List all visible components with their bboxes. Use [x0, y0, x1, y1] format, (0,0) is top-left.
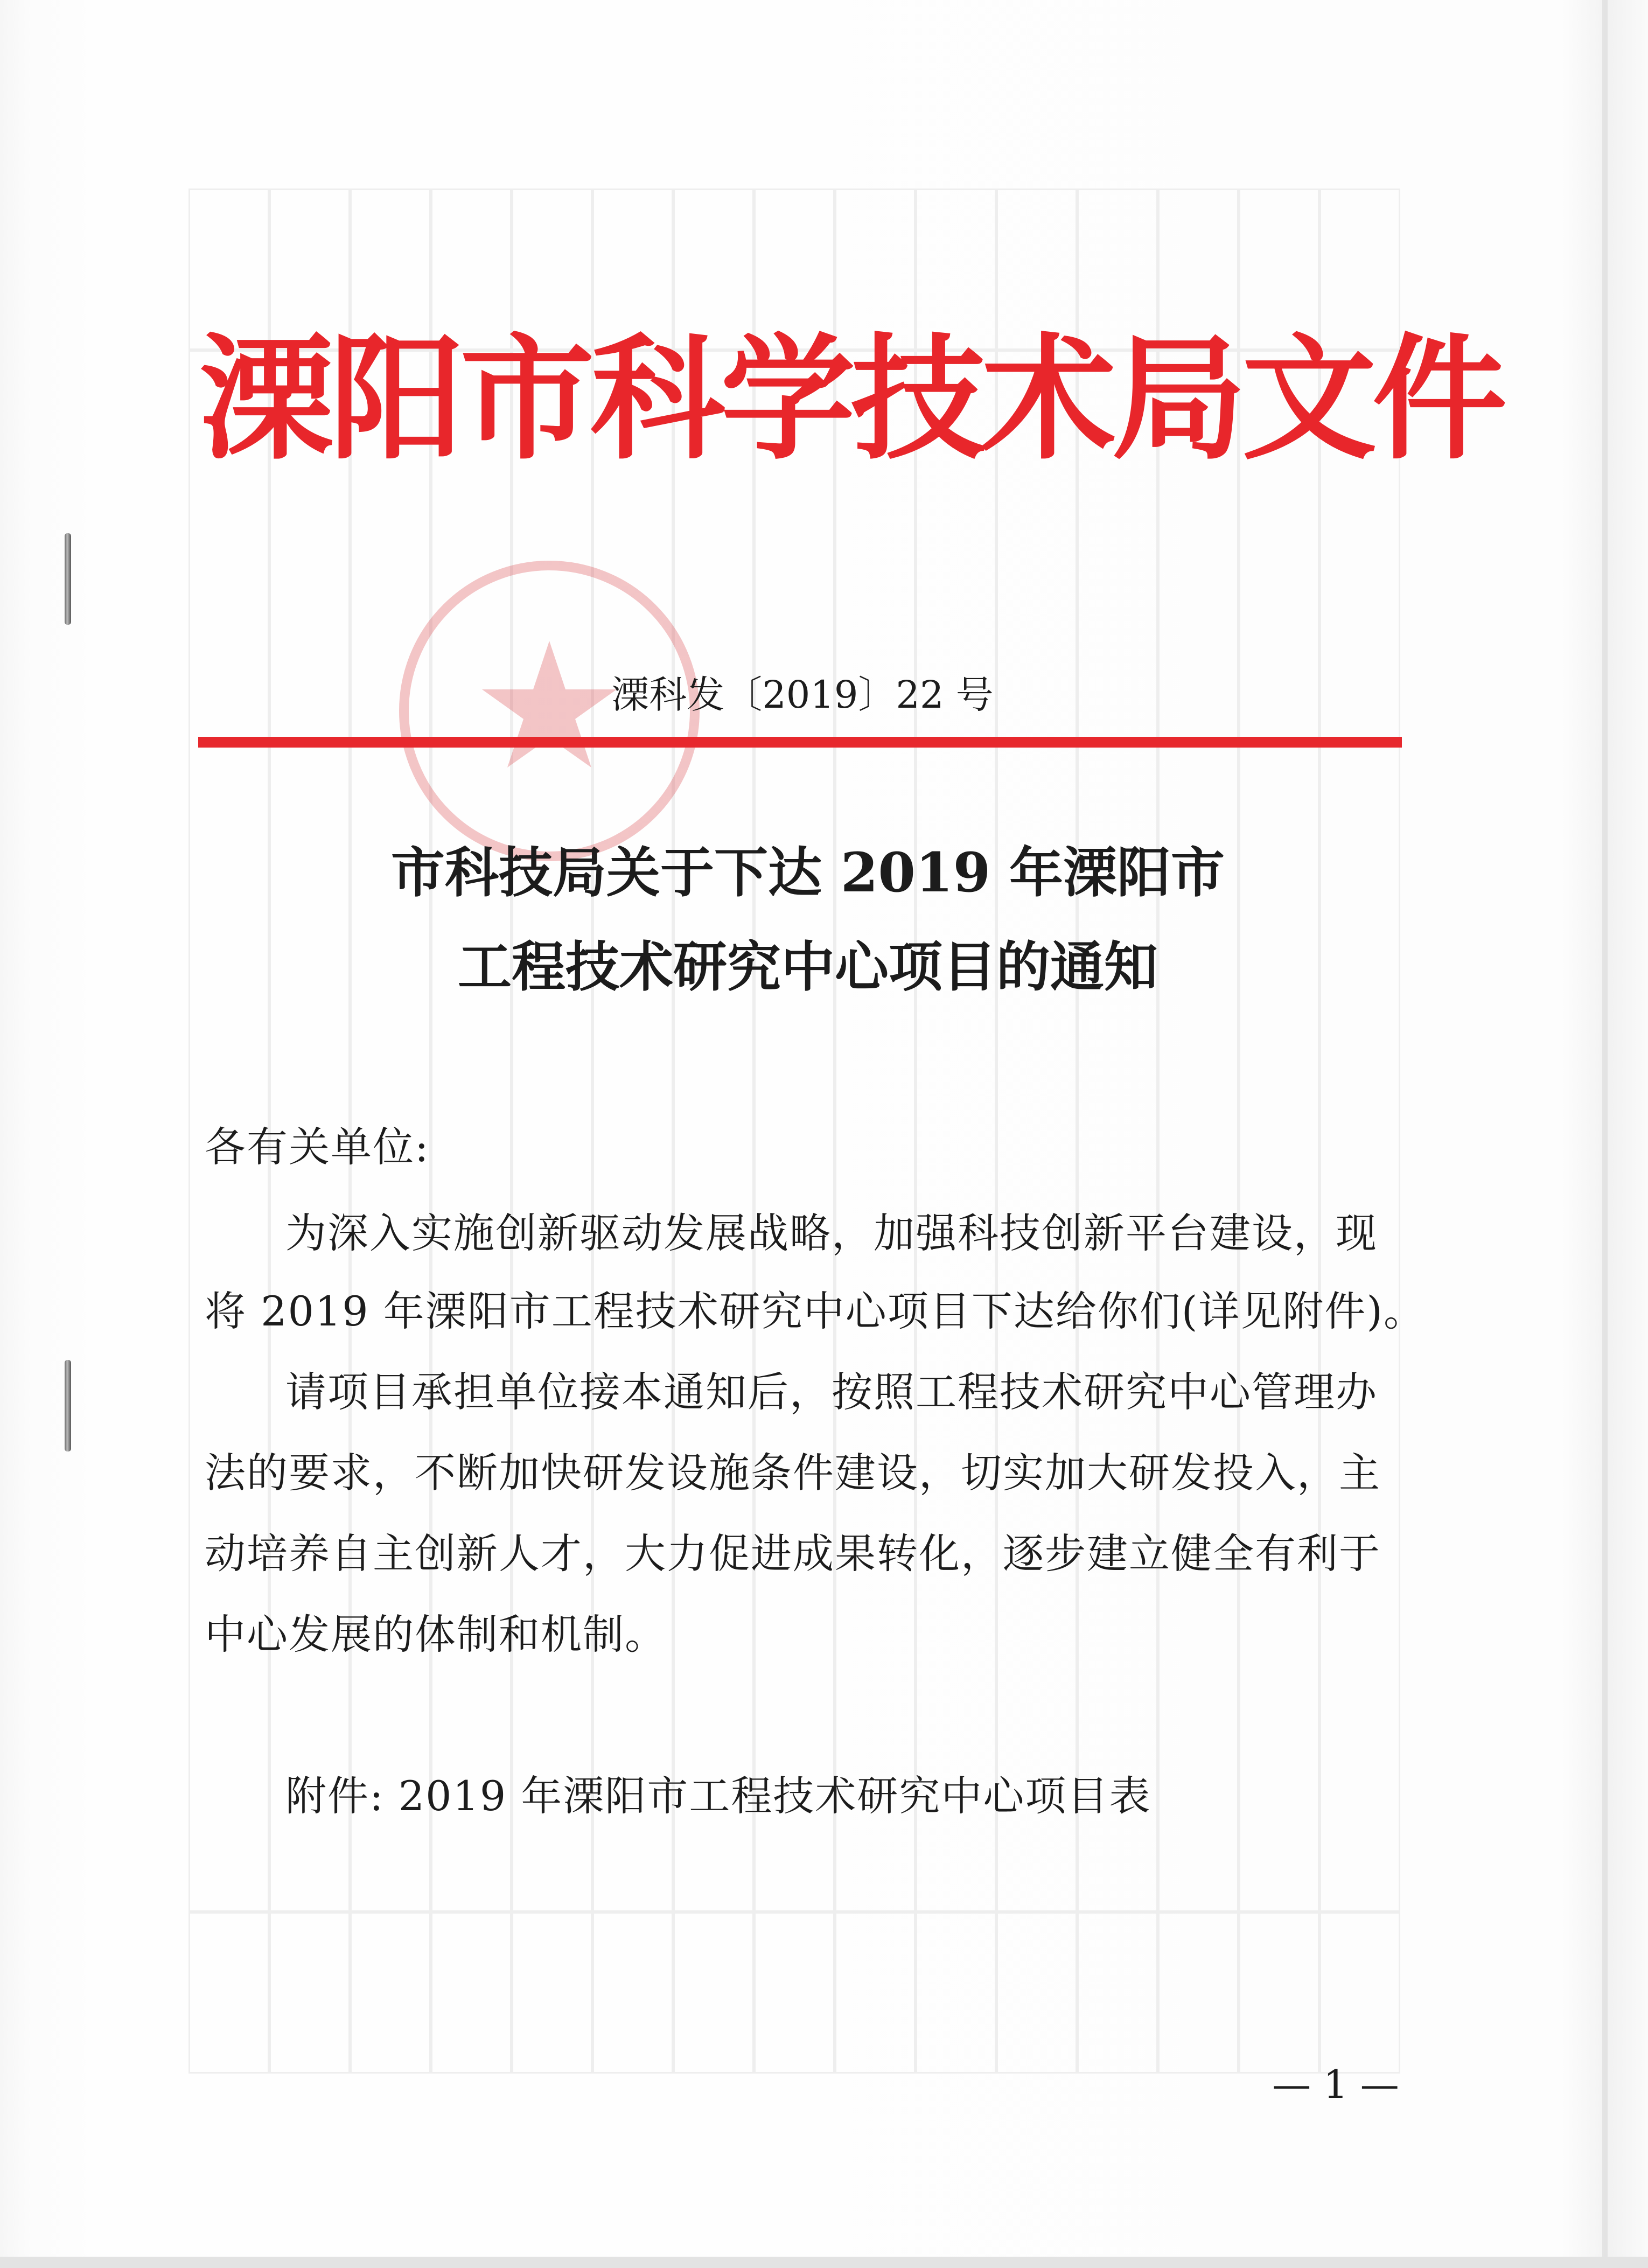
notice-title-line-1: 市科技局关于下达 2019 年溧阳市 — [391, 841, 1225, 904]
page-number: — 1 — — [1272, 2062, 1399, 2107]
paragraph-line: 请项目承担单位接本通知后，按照工程技术研究中心管理办 — [285, 1368, 1378, 1416]
attachment-note: 附件: 2019 年溧阳市工程技术研究中心项目表 — [285, 1772, 1151, 1820]
staple-icon — [65, 1360, 71, 1451]
document-number: 溧科发〔2019〕22 号 — [611, 673, 994, 717]
paragraph-line: 将 2019 年溧阳市工程技术研究中心项目下达给你们(详见附件)。 — [205, 1287, 1426, 1335]
notice-title-line-2: 工程技术研究中心项目的通知 — [458, 935, 1158, 999]
page-edge-shadow — [1602, 0, 1608, 2268]
document-header-title: 溧阳市科学技术局文件 — [199, 319, 1503, 478]
paragraph-line: 法的要求，不断加快研发设施条件建设，切实加大研发投入，主 — [205, 1449, 1381, 1497]
page-bottom-edge — [0, 2257, 1648, 2268]
red-divider-rule — [198, 737, 1402, 748]
salutation: 各有关单位: — [205, 1123, 430, 1171]
paragraph-line: 中心发展的体制和机制。 — [205, 1610, 667, 1658]
staple-icon — [65, 533, 71, 625]
paragraph-line: 为深入实施创新驱动发展战略，加强科技创新平台建设，现 — [285, 1209, 1378, 1257]
paragraph-line: 动培养自主创新人才，大力促进成果转化，逐步建立健全有利于 — [205, 1530, 1381, 1578]
